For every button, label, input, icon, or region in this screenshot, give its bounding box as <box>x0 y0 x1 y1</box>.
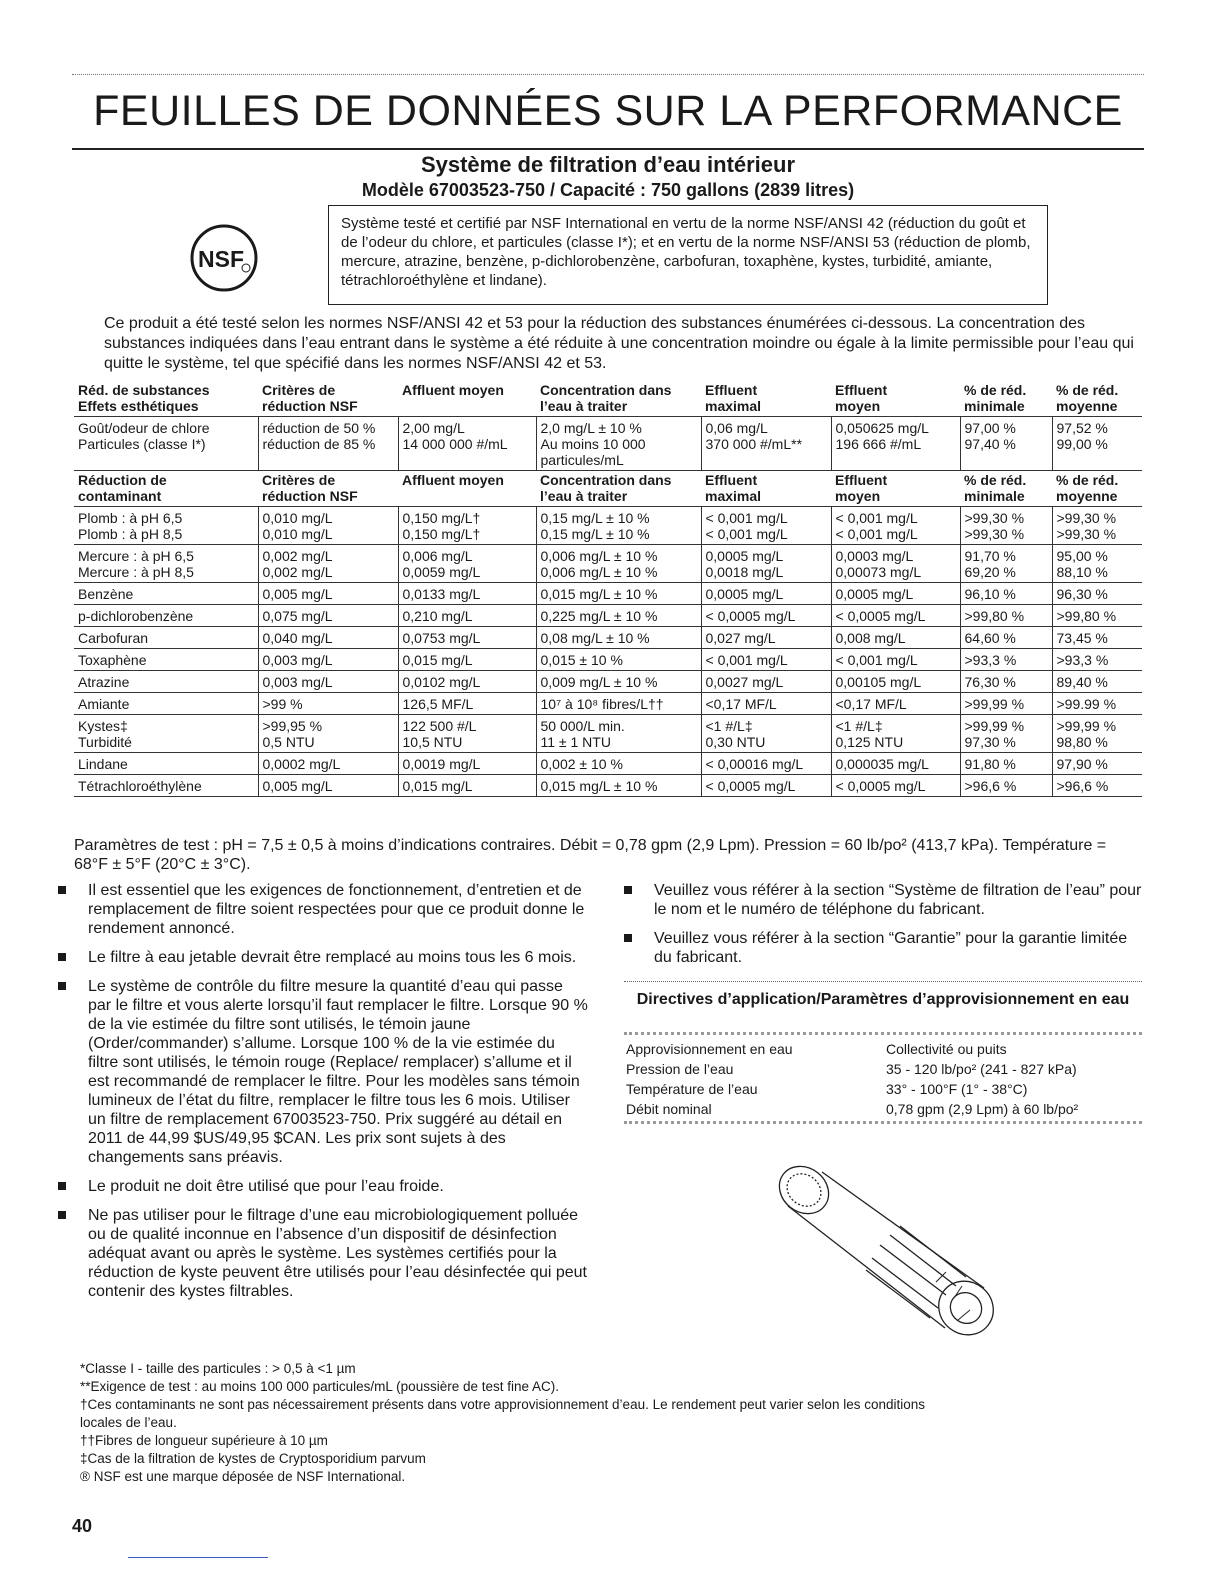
table-cell: >96,6 % <box>960 775 1052 797</box>
table-cell: <1 #/L‡ 0,125 NTU <box>831 715 960 753</box>
footnote: †Ces contaminants ne sont pas nécessairement présents dans votre approvisionnement d’eau. Le rendement peut varier selon les conditions locales de l’eau. <box>80 1397 925 1430</box>
table-cell: 10⁷ à 10⁸ fibres/L†† <box>536 693 701 715</box>
bullet-square-icon <box>58 1182 66 1190</box>
table-cell: 0,006 mg/L 0,0059 mg/L <box>398 545 536 583</box>
table-row <box>74 693 1142 715</box>
table-cell: 91,80 % <box>960 753 1052 775</box>
table-cell: < 0,0005 mg/L <box>831 605 960 627</box>
table-cell: 97,90 % <box>1052 753 1142 775</box>
table-cell: 96,10 % <box>960 583 1052 605</box>
table-cell: 64,60 % <box>960 627 1052 649</box>
table-cell: Goût/odeur de chlore Particules (classe I*) <box>74 417 258 471</box>
table-cell: 0,0133 mg/L <box>398 583 536 605</box>
table-cell: 97,00 % 97,40 % <box>960 417 1052 471</box>
table-cell: 76,30 % <box>960 671 1052 693</box>
table-cell: Concentration dans l’eau à traiter <box>540 382 672 414</box>
table-cell: 0,0005 mg/L 0,0018 mg/L <box>701 545 831 583</box>
bullet-text: Veuillez vous référer à la section “Système de filtration de l’eau” pour le nom et le numéro de téléphone du fabricant. <box>654 882 1142 918</box>
table-cell: 0,003 mg/L <box>258 649 398 671</box>
directives-table <box>624 1032 1142 1124</box>
table-cell: 0,210 mg/L <box>398 605 536 627</box>
footnote: *Classe I - taille des particules : > 0,5 à <1 µm <box>80 1361 356 1376</box>
table-cell: <1 #/L‡ 0,30 NTU <box>701 715 831 753</box>
table-cell: 0,0005 mg/L <box>831 583 960 605</box>
table-cell: 50 000/L min. 11 ± 1 NTU <box>536 715 701 753</box>
footnote: ® NSF est une marque déposée de NSF International. <box>80 1469 406 1484</box>
directive-label: Température de l’eau <box>626 1081 758 1097</box>
page-title: FEUILLES DE DONNÉES SUR LA PERFORMANCE <box>93 87 1123 135</box>
footnotes <box>80 1360 1144 1486</box>
table-cell: Effluent moyen <box>835 472 888 504</box>
table-cell: 0,225 mg/L ± 10 % <box>536 605 701 627</box>
table-cell: 0,006 mg/L ± 10 % 0,006 mg/L ± 10 % <box>536 545 701 583</box>
table-cell: 122 500 #/L 10,5 NTU <box>398 715 536 753</box>
table-cell: % de réd. moyenne <box>1056 472 1119 504</box>
table-cell: Toxaphène <box>74 649 258 671</box>
nsf-logo-text: NSF <box>198 246 244 272</box>
test-parameters: Paramètres de test : pH = 7,5 ± 0,5 à moins d’indications contraires. Débit = 0,78 gpm (2,9 Lpm). Pression = 60 lb/po² (413,7 kPa). Température = 68°F ± 5°F (20°C ± 3°C). <box>74 837 1107 873</box>
table-cell: 0,005 mg/L <box>258 583 398 605</box>
performance-table <box>74 381 1142 797</box>
bullet-item <box>58 1206 588 1301</box>
bullet-item <box>624 881 1146 919</box>
top-dotted-rule <box>72 74 1144 75</box>
table-row <box>74 605 1142 627</box>
table-cell: 0,008 mg/L <box>831 627 960 649</box>
table-cell: 0,0019 mg/L <box>398 753 536 775</box>
table-cell: >99,80 % <box>960 605 1052 627</box>
directive-label: Pression de l’eau <box>626 1061 734 1077</box>
table-cell: >99,95 % 0,5 NTU <box>258 715 398 753</box>
table-cell: < 0,001 mg/L < 0,001 mg/L <box>831 507 960 545</box>
table-cell: 0,015 mg/L <box>398 649 536 671</box>
table-cell: 2,00 mg/L 14 000 000 #/mL <box>398 417 536 471</box>
page-number: 40 <box>72 1516 93 1536</box>
certification-box: Système testé et certifié par NSF International en vertu de la norme NSF/ANSI 42 (réduction du goût et de l’odeur du chlore, et particules (classe I*); et en vertu de la norme NSF/ANSI 53 (réduction de plomb, mercure, atrazine, benzène, p-dichlorobenzène, carbofuran, toxaphène, kystes, turbidité, amiante, tétrachloroéthylène et lindane). <box>328 205 1048 305</box>
table-cell: >99.99 % <box>1052 693 1142 715</box>
table-cell: 0,002 mg/L 0,002 mg/L <box>258 545 398 583</box>
bullet-square-icon <box>58 953 66 961</box>
directives-row <box>626 1099 1142 1119</box>
table-cell: 0,015 mg/L ± 10 % <box>536 775 701 797</box>
bullet-item <box>624 929 1146 967</box>
nsf-logo-icon <box>190 224 258 292</box>
table-cell: 0,015 mg/L ± 10 % <box>536 583 701 605</box>
table-row <box>74 775 1142 797</box>
model-capacity: Modèle 67003523-750 / Capacité : 750 gallons (2839 litres) <box>361 180 855 200</box>
table-cell: >93,3 % <box>1052 649 1142 671</box>
table-row <box>74 649 1142 671</box>
table-cell: 0,003 mg/L <box>258 671 398 693</box>
directive-label: Débit nominal <box>626 1101 712 1117</box>
directive-label: Approvisionnement en eau <box>626 1041 793 1057</box>
table-header-aesthetic <box>74 381 1142 417</box>
table-cell: 0,0102 mg/L <box>398 671 536 693</box>
directive-value: 35 - 120 lb/po² (241 - 827 kPa) <box>886 1061 1077 1077</box>
table-cell: 97,52 % 99,00 % <box>1052 417 1142 471</box>
directive-value: Collectivité ou puits <box>886 1041 1007 1057</box>
table-cell: 89,40 % <box>1052 671 1142 693</box>
directives-row <box>626 1079 1142 1099</box>
table-cell: 0,15 mg/L ± 10 % 0,15 mg/L ± 10 % <box>536 507 701 545</box>
table-cell: < 0,00016 mg/L <box>701 753 831 775</box>
table-cell: >99,99 % <box>960 693 1052 715</box>
table-cell: 0,0753 mg/L <box>398 627 536 649</box>
table-cell: 0,0005 mg/L <box>701 583 831 605</box>
intro-paragraph: Ce produit a été testé selon les normes NSF/ANSI 42 et 53 pour la réduction des substances énumérées ci-dessous. La concentration des substances indiquées dans l’eau entrant dans le système a été réduite à une concentration moindre ou égale à la limite permissible pour l’eau qui quitte le système, tel que spécifié dans les normes NSF/ANSI 42 et 53. <box>104 315 1134 372</box>
table-cell: 0,000035 mg/L <box>831 753 960 775</box>
bullet-text: Le filtre à eau jetable devrait être remplacé au moins tous les 6 mois. <box>88 949 577 966</box>
table-cell: Benzène <box>74 583 258 605</box>
bullet-text: Le système de contrôle du filtre mesure la quantité d’eau qui passe par le filtre et vous alerte lorsqu’il faut remplacer le filtre. Lorsque 90 % de la vie estimée du filtre sont utilisés, le témoin jaune (Order/commander) s’allume. Lorsque 100 % de la vie estimée du filtre sont utilisés, le témoin rouge (Replace/ remplacer) s’allume et il est recommandé de remplacer le filtre. Pour les modèles sans témoin lumineux de l’état du filtre, remplacer le filtre tous les 6 mois. Utiliser un filtre de remplacement 67003523-750. Prix suggéré au détail en 2011 de 44,99 $US/49,95 $CAN. Les prix sont sujets à des changements sans préavis. <box>88 978 588 1166</box>
table-cell: Effluent moyen <box>835 382 888 414</box>
table-cell: 0,040 mg/L <box>258 627 398 649</box>
table-cell: Affluent moyen <box>402 472 504 488</box>
table-cell: Effluent maximal <box>705 472 762 504</box>
bullet-square-icon <box>58 886 66 894</box>
bullet-square-icon <box>58 1211 66 1219</box>
table-cell: 96,30 % <box>1052 583 1142 605</box>
table-cell: Amiante <box>74 693 258 715</box>
table-cell: 0,06 mg/L 370 000 #/mL** <box>701 417 831 471</box>
table-row <box>74 583 1142 605</box>
footnote: ‡Cas de la filtration de kystes de Cryptosporidium parvum <box>80 1451 426 1466</box>
table-cell: Critères de réduction NSF <box>262 382 358 414</box>
directives-row <box>626 1039 1142 1059</box>
table-cell: % de réd. minimale <box>964 382 1027 414</box>
table-cell: < 0,001 mg/L <box>701 649 831 671</box>
bullet-square-icon <box>624 934 632 942</box>
table-cell: Atrazine <box>74 671 258 693</box>
table-cell: 95,00 % 88,10 % <box>1052 545 1142 583</box>
bullet-text: Ne pas utiliser pour le filtrage d’une eau microbiologiquement polluée ou de qualité inconnue en l’absence d’un dispositif de désinfection adéquat avant ou après le système. Les systèmes certifiés pour la réduction de kyste peuvent être utilisés pour l’eau désinfectée qui peut contenir des kystes filtrables. <box>88 1207 587 1300</box>
table-cell: 126,5 MF/L <box>398 693 536 715</box>
table-cell: Lindane <box>74 753 258 775</box>
bullet-square-icon <box>58 982 66 990</box>
table-cell: Critères de réduction NSF <box>262 472 358 504</box>
table-cell: 0,015 mg/L <box>398 775 536 797</box>
bullet-list-left <box>58 881 588 1311</box>
table-cell: >99,99 % 97,30 % <box>960 715 1052 753</box>
footnote: ††Fibres de longueur supérieure à 10 µm <box>80 1433 328 1448</box>
table-row <box>74 715 1142 753</box>
table-cell: Tétrachloroéthylène <box>74 775 258 797</box>
title-rule <box>72 148 1144 150</box>
table-cell: 0,009 mg/L ± 10 % <box>536 671 701 693</box>
table-cell: >99,80 % <box>1052 605 1142 627</box>
table-cell: < 0,0005 mg/L <box>701 605 831 627</box>
bullet-text: Le produit ne doit être utilisé que pour l’eau froide. <box>88 1178 444 1195</box>
table-cell: % de réd. moyenne <box>1056 382 1119 414</box>
table-cell: % de réd. minimale <box>964 472 1027 504</box>
table-row <box>74 545 1142 583</box>
bullet-list-right <box>624 881 1146 977</box>
table-cell: 91,70 % 69,20 % <box>960 545 1052 583</box>
table-cell: 0,050625 mg/L 196 666 #/mL <box>831 417 960 471</box>
link-underline <box>128 1557 268 1558</box>
table-row <box>74 507 1142 545</box>
table-cell: 2,0 mg/L ± 10 % Au moins 10 000 particules/mL <box>536 417 701 471</box>
table-cell: 0,002 ± 10 % <box>536 753 701 775</box>
table-cell: 0,075 mg/L <box>258 605 398 627</box>
table-cell: Réduction de contaminant <box>78 472 167 504</box>
table-cell: >96,6 % <box>1052 775 1142 797</box>
directive-value: 33° - 100°F (1° - 38°C) <box>886 1081 1028 1097</box>
table-cell: 0,005 mg/L <box>258 775 398 797</box>
table-cell: Plomb : à pH 6,5 Plomb : à pH 8,5 <box>74 507 258 545</box>
directives-row <box>626 1059 1142 1079</box>
table-cell: >99 % <box>258 693 398 715</box>
table-row <box>74 417 1142 471</box>
bullet-item <box>58 977 588 1167</box>
table-row <box>74 753 1142 775</box>
table-cell: 0,00105 mg/L <box>831 671 960 693</box>
table-cell: >99,30 % >99,30 % <box>1052 507 1142 545</box>
table-row <box>74 671 1142 693</box>
table-cell: < 0,0005 mg/L <box>701 775 831 797</box>
table-cell: 0,0027 mg/L <box>701 671 831 693</box>
table-cell: >93,3 % <box>960 649 1052 671</box>
directives-title: Directives d’application/Paramètres d’approvisionnement en eau <box>636 991 1130 1008</box>
table-row <box>74 627 1142 649</box>
table-cell: 0,027 mg/L <box>701 627 831 649</box>
table-cell: 73,45 % <box>1052 627 1142 649</box>
table-cell: >99,99 % 98,80 % <box>1052 715 1142 753</box>
footnote: **Exigence de test : au moins 100 000 particules/mL (poussière de test fine AC). <box>80 1379 560 1394</box>
table-cell: Affluent moyen <box>402 382 504 398</box>
table-cell: Carbofuran <box>74 627 258 649</box>
table-cell: >99,30 % >99,30 % <box>960 507 1052 545</box>
table-cell: < 0,001 mg/L <box>831 649 960 671</box>
table-cell: Mercure : à pH 6,5 Mercure : à pH 8,5 <box>74 545 258 583</box>
table-cell: <0,17 MF/L <box>831 693 960 715</box>
table-cell: 0,150 mg/L† 0,150 mg/L† <box>398 507 536 545</box>
table-cell: réduction de 50 % réduction de 85 % <box>258 417 398 471</box>
water-filter-illustration <box>740 1150 1040 1350</box>
table-cell: <0,17 MF/L <box>701 693 831 715</box>
table-header-contaminant <box>74 471 1142 507</box>
bullet-text: Veuillez vous référer à la section “Garantie” pour la garantie limitée du fabricant. <box>654 930 1128 966</box>
table-cell: 0,010 mg/L 0,010 mg/L <box>258 507 398 545</box>
bullet-item <box>58 881 588 938</box>
section-subtitle: Système de filtration d’eau intérieur <box>420 152 796 177</box>
directives-rule <box>624 981 1142 982</box>
table-cell: Réd. de substances Effets esthétiques <box>78 382 210 414</box>
bullet-text: Il est essentiel que les exigences de fonctionnement, d’entretien et de remplacement de filtre soient respectées pour que ce produit donne le rendement annoncé. <box>88 882 585 937</box>
table-cell: p-dichlorobenzène <box>74 605 258 627</box>
table-cell: 0,0002 mg/L <box>258 753 398 775</box>
bullet-item <box>58 948 588 967</box>
directive-value: 0,78 gpm (2,9 Lpm) à 60 lb/po² <box>886 1101 1079 1117</box>
table-cell: Effluent maximal <box>705 382 762 414</box>
bullet-square-icon <box>624 886 632 894</box>
bullet-item <box>58 1177 588 1196</box>
table-cell: Kystes‡ Turbidité <box>74 715 258 753</box>
table-cell: < 0,0005 mg/L <box>831 775 960 797</box>
table-cell: 0,08 mg/L ± 10 % <box>536 627 701 649</box>
table-cell: Concentration dans l’eau à traiter <box>540 472 672 504</box>
table-cell: < 0,001 mg/L < 0,001 mg/L <box>701 507 831 545</box>
table-cell: 0,015 ± 10 % <box>536 649 701 671</box>
table-cell: 0,0003 mg/L 0,00073 mg/L <box>831 545 960 583</box>
